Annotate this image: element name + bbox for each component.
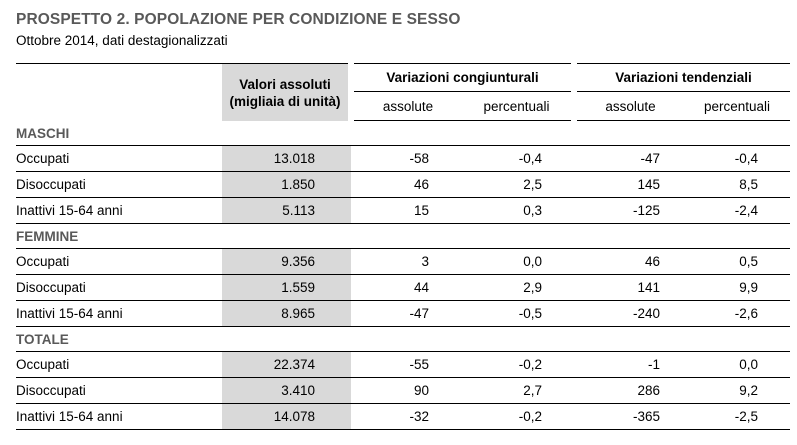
- header-cong-percentuali: percentuali: [462, 92, 574, 121]
- table-cell: 2,5: [462, 172, 574, 198]
- table-cell: -55: [351, 352, 462, 378]
- table-cell: -32: [351, 404, 462, 430]
- table-cell: 3: [351, 249, 462, 275]
- table-cell: 46: [574, 249, 684, 275]
- table-cell: 141: [574, 275, 684, 301]
- row-label: Occupati: [16, 352, 222, 378]
- section-label: TOTALE: [16, 327, 790, 352]
- section-row: [16, 224, 790, 249]
- table-row: [16, 301, 790, 327]
- table-cell: -0,4: [462, 146, 574, 172]
- table-cell: 286: [574, 378, 684, 404]
- table-cell: 0,3: [462, 198, 574, 224]
- row-label: Occupati: [16, 249, 222, 275]
- row-label: Inattivi 15-64 anni: [16, 301, 222, 327]
- table-row: [16, 404, 790, 430]
- table-body: [16, 121, 790, 430]
- table-cell: 44: [351, 275, 462, 301]
- table-cell: -0,2: [462, 404, 574, 430]
- section-label: FEMMINE: [16, 224, 790, 249]
- table-cell: 3.410: [222, 378, 351, 404]
- table-cell: -2,6: [684, 301, 790, 327]
- table-cell: 145: [574, 172, 684, 198]
- row-label: Inattivi 15-64 anni: [16, 198, 222, 224]
- table-cell: 5.113: [222, 198, 351, 224]
- table-cell: 2,7: [462, 378, 574, 404]
- table-cell: -125: [574, 198, 684, 224]
- table-cell: -2,4: [684, 198, 790, 224]
- table-cell: -58: [351, 146, 462, 172]
- table-row: [16, 378, 790, 404]
- table-cell: 9,2: [684, 378, 790, 404]
- table-cell: 15: [351, 198, 462, 224]
- table-cell: 8.965: [222, 301, 351, 327]
- table-cell: 14.078: [222, 404, 351, 430]
- table-cell: 13.018: [222, 146, 351, 172]
- row-label: Disoccupati: [16, 378, 222, 404]
- table-cell: -47: [574, 146, 684, 172]
- table-cell: 1.850: [222, 172, 351, 198]
- table-row: [16, 198, 790, 224]
- table-cell: -0,2: [462, 352, 574, 378]
- table-cell: 8,5: [684, 172, 790, 198]
- table-cell: 46: [351, 172, 462, 198]
- table-cell: 1.559: [222, 275, 351, 301]
- table-row: [16, 249, 790, 275]
- header-cong-assolute: assolute: [351, 92, 462, 121]
- table-title: PROSPETTO 2. POPOLAZIONE PER CONDIZIONE E SESSO: [16, 11, 461, 28]
- table-cell: 90: [351, 378, 462, 404]
- table-row: [16, 146, 790, 172]
- header-valori-assoluti: [222, 64, 351, 121]
- table-row: [16, 172, 790, 198]
- table-cell: 0,5: [684, 249, 790, 275]
- table-cell: -2,5: [684, 404, 790, 430]
- row-label: Disoccupati: [16, 275, 222, 301]
- table-row: [16, 275, 790, 301]
- table-cell: -0,4: [684, 146, 790, 172]
- table-cell: 9.356: [222, 249, 351, 275]
- section-label: MASCHI: [16, 121, 790, 146]
- table-cell: -365: [574, 404, 684, 430]
- table-cell: -240: [574, 301, 684, 327]
- table-cell: 0,0: [462, 249, 574, 275]
- table-cell: 2,9: [462, 275, 574, 301]
- table-cell: 0,0: [684, 352, 790, 378]
- table-cell: -0,5: [462, 301, 574, 327]
- row-label: Disoccupati: [16, 172, 222, 198]
- section-row: [16, 327, 790, 352]
- population-table: [16, 63, 790, 430]
- header-tend-assolute: assolute: [574, 92, 684, 121]
- header-valori-line2: (migliaia di unità): [229, 94, 341, 110]
- table-cell: -1: [574, 352, 684, 378]
- row-label: Occupati: [16, 146, 222, 172]
- table-subtitle: Ottobre 2014, dati destagionalizzati: [16, 33, 228, 48]
- header-tend-percentuali: percentuali: [684, 92, 790, 121]
- header-blank: [16, 64, 222, 121]
- header-variazioni-congiunturali: Variazioni congiunturali: [351, 64, 574, 92]
- table-row: [16, 352, 790, 378]
- row-label: Inattivi 15-64 anni: [16, 404, 222, 430]
- table-cell: 22.374: [222, 352, 351, 378]
- header-variazioni-tendenziali: Variazioni tendenziali: [574, 64, 790, 92]
- table-cell: 9,9: [684, 275, 790, 301]
- table-cell: -47: [351, 301, 462, 327]
- section-row: [16, 121, 790, 146]
- header-valori-line1: Valori assoluti: [239, 77, 331, 93]
